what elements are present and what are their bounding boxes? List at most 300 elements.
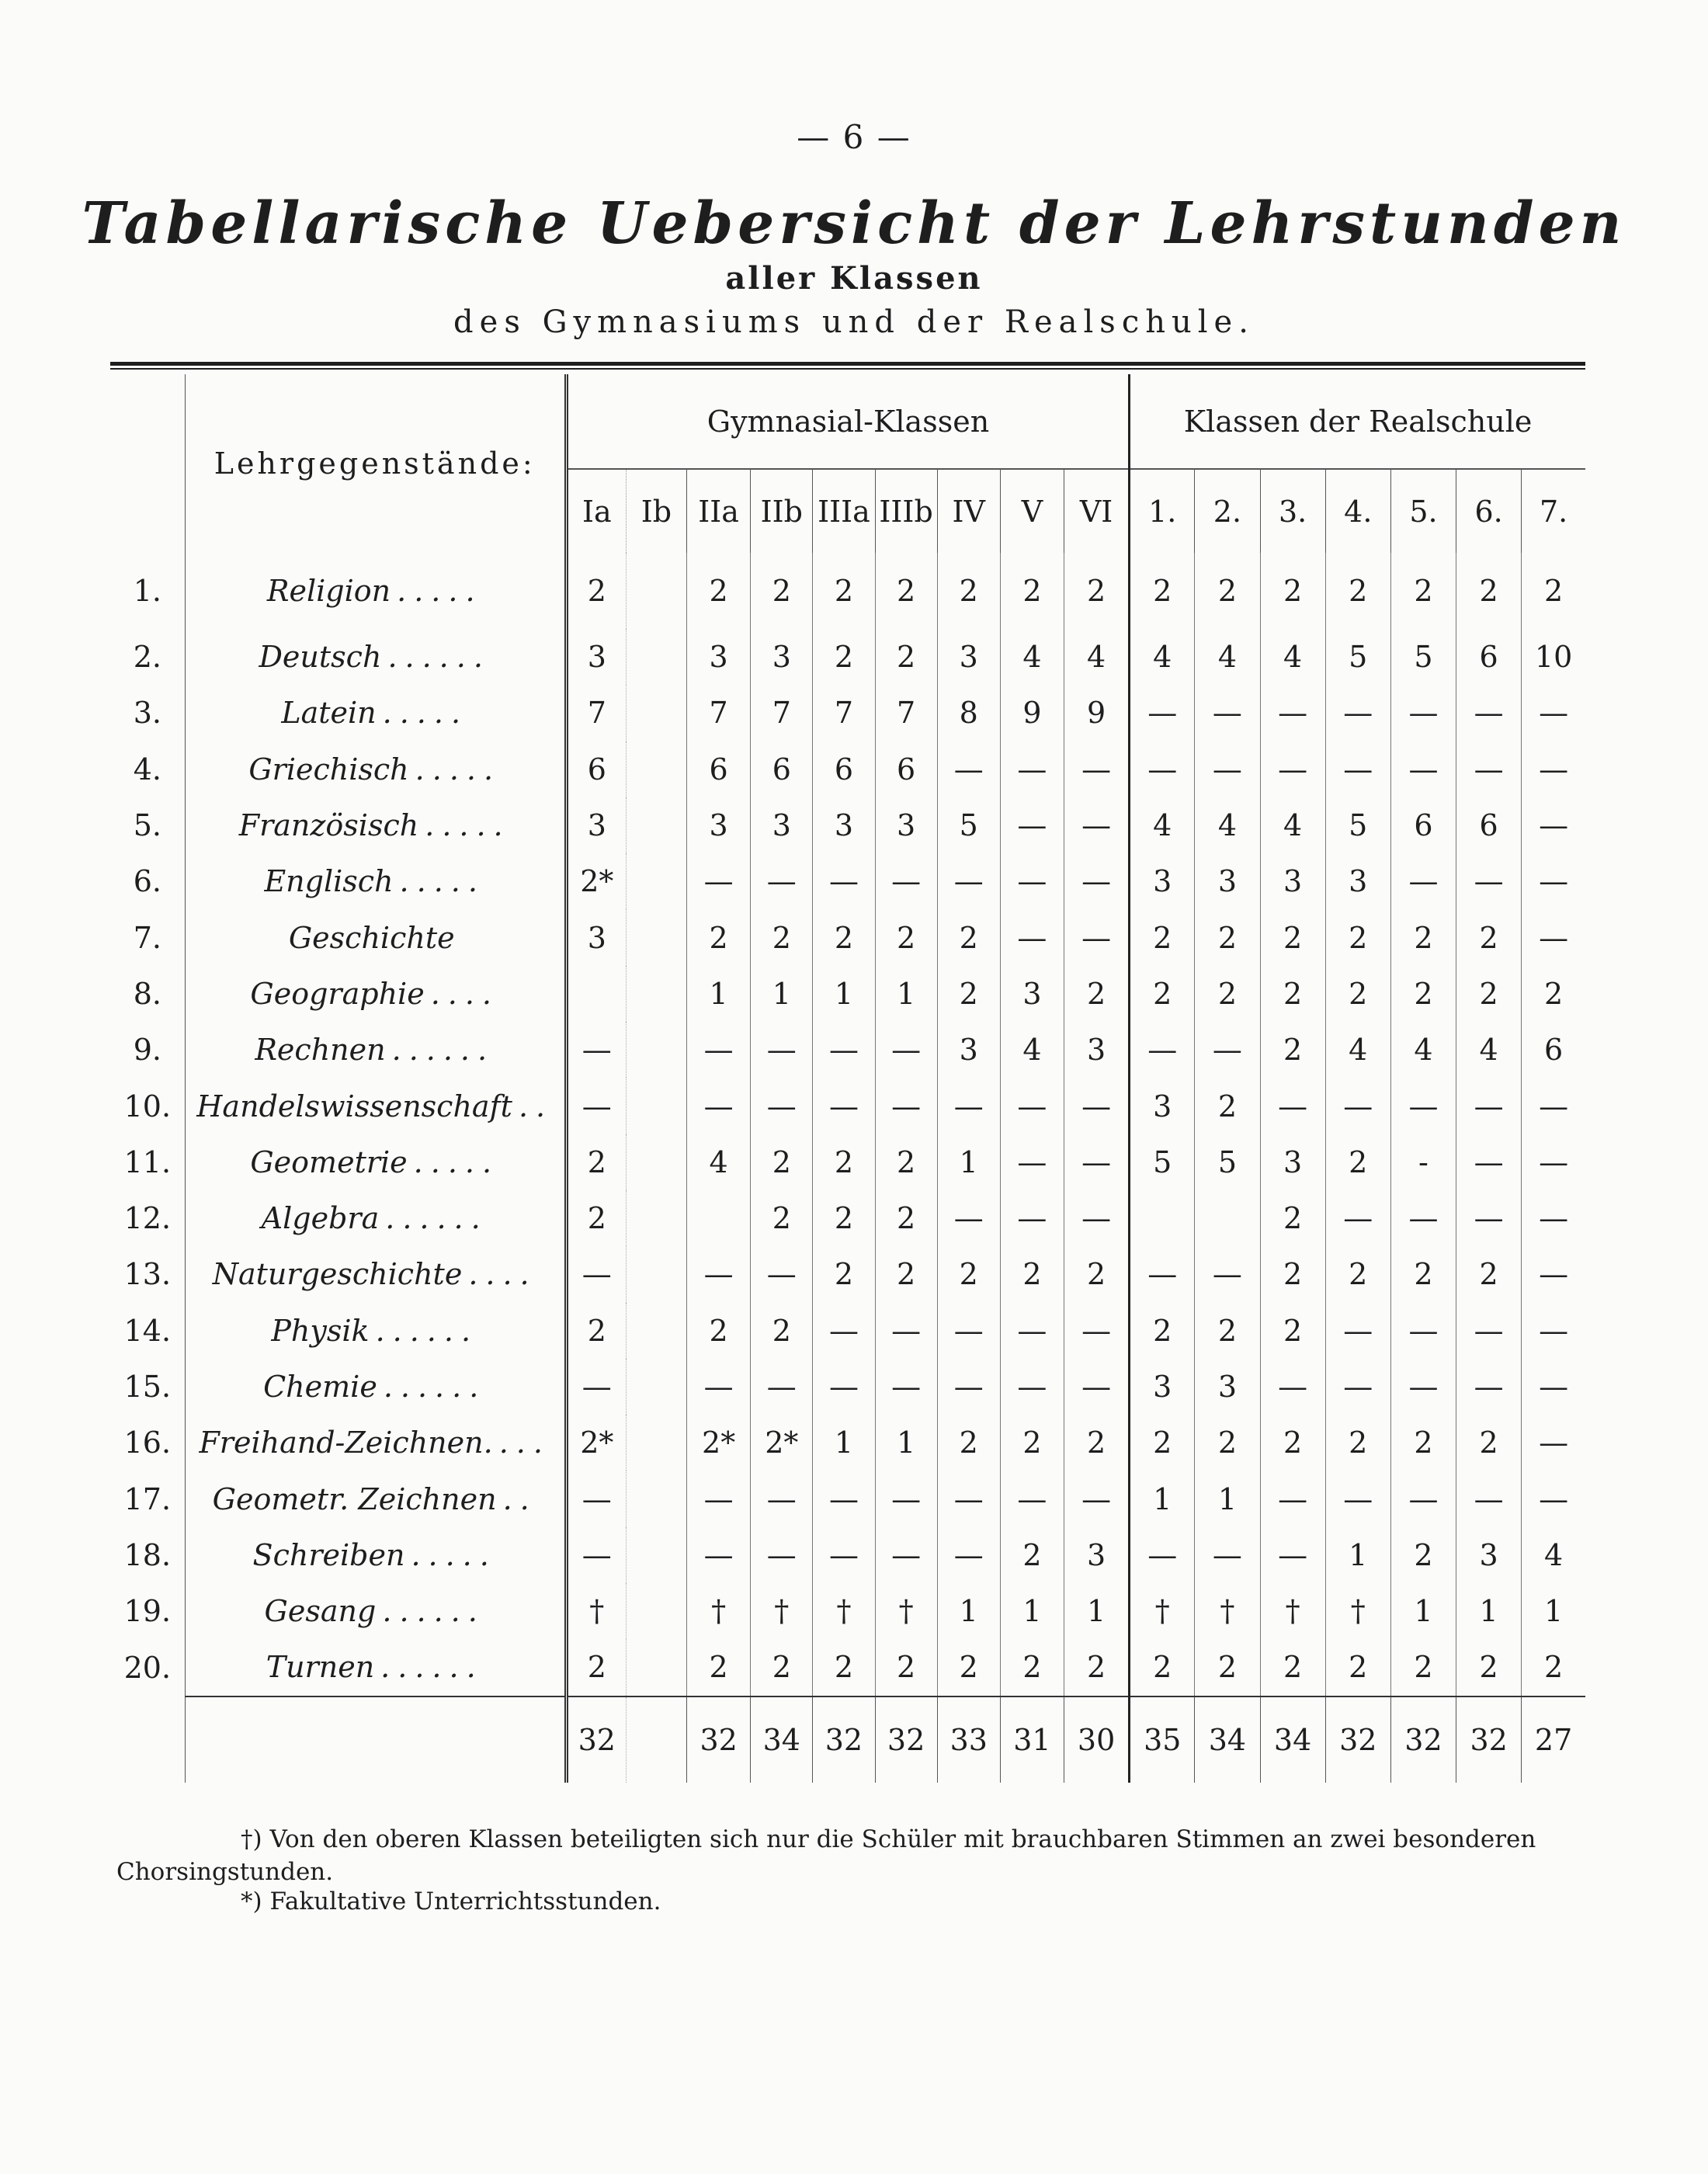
- hours-cell: —: [813, 1022, 875, 1078]
- hours-cell: —: [751, 1527, 813, 1583]
- hours-cell: —: [1000, 1134, 1064, 1190]
- row-number: 14.: [123, 1313, 172, 1348]
- hours-cell: 4: [1260, 797, 1325, 853]
- hours-cell: 2: [937, 1639, 1000, 1696]
- leader-dots: .....: [397, 574, 483, 608]
- hours-cell: 2: [1456, 1415, 1522, 1471]
- hours-cell: 2: [1195, 553, 1260, 629]
- hours-cell: —: [1000, 741, 1064, 797]
- hours-cell: —: [1064, 853, 1130, 909]
- total-cell: 33: [937, 1696, 1000, 1783]
- page-title: Tabellarische Uebersicht der Lehrstunden: [82, 190, 1626, 257]
- hours-cell: —: [1390, 685, 1456, 741]
- hours-cell: —: [1325, 1078, 1390, 1134]
- hours-cell: —: [687, 1078, 751, 1134]
- hours-cell: —: [1260, 685, 1325, 741]
- hours-cell: 2: [1325, 966, 1390, 1022]
- hours-cell: -: [1390, 1134, 1456, 1190]
- hours-cell: 2: [566, 1303, 626, 1359]
- hours-cell: —: [937, 1527, 1000, 1583]
- hours-cell: †: [1325, 1583, 1390, 1639]
- hours-cell: —: [566, 1359, 626, 1415]
- subject-name: Griechisch: [248, 752, 409, 787]
- hours-cell: [626, 966, 686, 1022]
- subject-name: Deutsch: [259, 640, 382, 675]
- hours-cell: —: [687, 1022, 751, 1078]
- hours-cell: 2: [1000, 1246, 1064, 1302]
- hours-cell: 2*: [566, 1415, 626, 1471]
- hours-cell: —: [937, 1190, 1000, 1246]
- hours-cell: 1: [813, 1415, 875, 1471]
- hours-cell: 2: [875, 1246, 937, 1302]
- hours-cell: [626, 1583, 686, 1639]
- hours-cell: [626, 1303, 686, 1359]
- table-row: [110, 1583, 1585, 1639]
- hours-cell: 4: [1130, 797, 1195, 853]
- hours-cell: —: [1000, 909, 1064, 965]
- column-header: IV: [937, 469, 1000, 553]
- hours-cell: —: [1522, 685, 1585, 741]
- hours-cell: —: [1195, 1527, 1260, 1583]
- hours-cell: [626, 909, 686, 965]
- hours-cell: 5: [1195, 1134, 1260, 1190]
- hours-cell: 2: [1064, 1415, 1130, 1471]
- hours-cell: 7: [813, 685, 875, 741]
- row-number: 5.: [133, 808, 161, 843]
- hours-cell: 2: [1325, 909, 1390, 965]
- row-number: 12.: [123, 1201, 172, 1236]
- hours-cell: 2: [1325, 553, 1390, 629]
- row-number: 15.: [123, 1370, 172, 1404]
- hours-cell: 3: [751, 629, 813, 685]
- hours-cell: †: [1195, 1583, 1260, 1639]
- hours-cell: 2: [1130, 1415, 1195, 1471]
- hours-cell: —: [1064, 1359, 1130, 1415]
- hours-cell: 3: [1000, 966, 1064, 1022]
- totals-row: [110, 1696, 1585, 1783]
- hours-cell: [626, 1246, 686, 1302]
- hours-cell: —: [1000, 1190, 1064, 1246]
- hours-cell: 2: [687, 1303, 751, 1359]
- hours-cell: —: [1195, 685, 1260, 741]
- hours-cell: 6: [1456, 797, 1522, 853]
- table-row: [110, 1527, 1585, 1583]
- hours-cell: —: [751, 1359, 813, 1415]
- hours-cell: 2: [813, 1134, 875, 1190]
- hours-cell: 3: [1195, 1359, 1260, 1415]
- hours-cell: —: [1325, 1471, 1390, 1526]
- total-cell: [626, 1696, 686, 1783]
- header-subject: Lehrgegenstände:: [185, 374, 566, 553]
- hours-cell: 2: [937, 553, 1000, 629]
- hours-cell: —: [1000, 797, 1064, 853]
- table-row: [110, 797, 1585, 853]
- leader-dots: .....: [425, 808, 511, 843]
- total-cell: 34: [1195, 1696, 1260, 1783]
- subject-name: Geometrie: [250, 1144, 408, 1179]
- hours-cell: —: [937, 1359, 1000, 1415]
- hours-cell: 2: [1522, 966, 1585, 1022]
- subject-cell: [185, 1415, 566, 1471]
- hours-cell: 2: [1456, 1246, 1522, 1302]
- column-header: 3.: [1260, 469, 1325, 553]
- hours-cell: 7: [687, 685, 751, 741]
- hours-cell: [687, 1190, 751, 1246]
- table-row: [110, 741, 1585, 797]
- hours-cell: 5: [1130, 1134, 1195, 1190]
- hours-cell: 4: [1325, 1022, 1390, 1078]
- header-number-column: [110, 374, 185, 553]
- hours-cell: 2: [1064, 1246, 1130, 1302]
- subject-cell: [185, 1078, 566, 1134]
- hours-cell: 1: [1064, 1583, 1130, 1639]
- hours-cell: 2*: [566, 853, 626, 909]
- hours-cell: —: [875, 853, 937, 909]
- hours-cell: †: [1130, 1583, 1195, 1639]
- hours-cell: —: [687, 1246, 751, 1302]
- hours-cell: 3: [1260, 1134, 1325, 1190]
- hours-cell: 2: [1130, 1639, 1195, 1696]
- subject-cell: [185, 741, 566, 797]
- page-number: — 6 —: [797, 118, 911, 156]
- hours-cell: 2: [813, 1190, 875, 1246]
- hours-cell: 2: [875, 1190, 937, 1246]
- leader-dots: .....: [415, 752, 502, 787]
- subject-name: Englisch: [264, 864, 394, 899]
- hours-cell: 2*: [751, 1415, 813, 1471]
- hours-cell: 2: [1390, 909, 1456, 965]
- hours-cell: 6: [1390, 797, 1456, 853]
- table-row: [110, 1359, 1585, 1415]
- hours-cell: 3: [566, 909, 626, 965]
- subject-name: Religion: [266, 574, 391, 608]
- hours-cell: 2: [1195, 1415, 1260, 1471]
- hours-cell: 3: [566, 797, 626, 853]
- hours-cell: —: [1522, 1246, 1585, 1302]
- hours-cell: [626, 1078, 686, 1134]
- hours-cell: 8: [937, 685, 1000, 741]
- column-header: IIb: [751, 469, 813, 553]
- column-header: 7.: [1522, 469, 1585, 553]
- hours-cell: —: [1456, 1471, 1522, 1526]
- hours-cell: —: [875, 1471, 937, 1526]
- hours-cell: [626, 1471, 686, 1526]
- table-row: [110, 853, 1585, 909]
- top-rule-thin: [110, 368, 1585, 370]
- hours-cell: 3: [687, 629, 751, 685]
- hours-cell: 2: [1390, 1415, 1456, 1471]
- subject-name: Französisch: [238, 808, 419, 843]
- column-header: 2.: [1195, 469, 1260, 553]
- hours-cell: 2: [566, 553, 626, 629]
- subject-name: Algebra: [261, 1201, 380, 1236]
- row-number: 10.: [123, 1089, 172, 1123]
- leader-dots: ......: [391, 1033, 495, 1068]
- hours-cell: 3: [875, 797, 937, 853]
- hours-cell: 1: [1522, 1583, 1585, 1639]
- hours-cell: [626, 797, 686, 853]
- hours-cell: 2: [1390, 1527, 1456, 1583]
- hours-cell: [1130, 1190, 1195, 1246]
- subject-cell: [185, 797, 566, 853]
- hours-cell: †: [1260, 1583, 1325, 1639]
- subject-cell: [185, 1639, 566, 1696]
- subject-name: Geographie: [250, 976, 425, 1011]
- subject-cell: [185, 685, 566, 741]
- hours-cell: —: [1390, 741, 1456, 797]
- hours-cell: —: [751, 853, 813, 909]
- hours-cell: 1: [1390, 1583, 1456, 1639]
- leader-dots: .....: [413, 1144, 500, 1179]
- subject-name: Geschichte: [288, 920, 455, 955]
- hours-cell: 2: [1456, 909, 1522, 965]
- hours-cell: —: [1064, 797, 1130, 853]
- hours-cell: —: [1390, 1359, 1456, 1415]
- subject-cell: [185, 1359, 566, 1415]
- total-cell: 34: [751, 1696, 813, 1783]
- hours-cell: 2: [1260, 553, 1325, 629]
- hours-cell: —: [1456, 1134, 1522, 1190]
- row-number: 1.: [133, 574, 161, 608]
- table-row: [110, 629, 1585, 685]
- hours-cell: 2: [875, 553, 937, 629]
- hours-cell: —: [1000, 1471, 1064, 1526]
- hours-cell: 2: [813, 1639, 875, 1696]
- hours-cell: 2: [1325, 1134, 1390, 1190]
- column-header: 1.: [1130, 469, 1195, 553]
- hours-cell: —: [1456, 1078, 1522, 1134]
- row-number: 9.: [133, 1033, 161, 1068]
- table-row: [110, 1303, 1585, 1359]
- leader-dots: ....: [430, 976, 500, 1011]
- column-header: 6.: [1456, 469, 1522, 553]
- hours-cell: 3: [1260, 853, 1325, 909]
- hours-cell: 2: [1325, 1415, 1390, 1471]
- hours-cell: 2: [1000, 1639, 1064, 1696]
- hours-cell: —: [937, 741, 1000, 797]
- hours-cell: [626, 1022, 686, 1078]
- leader-dots: ....: [468, 1257, 537, 1292]
- total-cell: 32: [875, 1696, 937, 1783]
- hours-cell: —: [1456, 741, 1522, 797]
- hours-cell: —: [1390, 1303, 1456, 1359]
- hours-cell: 3: [1064, 1527, 1130, 1583]
- hours-cell: —: [687, 1527, 751, 1583]
- hours-cell: —: [1064, 1078, 1130, 1134]
- leader-dots: ......: [387, 640, 491, 675]
- column-header: IIIb: [875, 469, 937, 553]
- hours-cell: 2: [875, 1134, 937, 1190]
- hours-cell: —: [1325, 1359, 1390, 1415]
- hours-cell: 3: [1325, 853, 1390, 909]
- subject-cell: [185, 1583, 566, 1639]
- hours-cell: 2: [813, 1246, 875, 1302]
- hours-cell: 2: [1260, 1190, 1325, 1246]
- subject-cell: [185, 1527, 566, 1583]
- hours-cell: —: [1195, 741, 1260, 797]
- subject-name: Gesang: [264, 1594, 377, 1629]
- hours-cell: 4: [1195, 629, 1260, 685]
- row-number: 20.: [123, 1650, 172, 1685]
- subject-cell: [185, 1022, 566, 1078]
- hours-cell: —: [1000, 1078, 1064, 1134]
- hours-cell: —: [1522, 1471, 1585, 1526]
- total-cell: 32: [1325, 1696, 1390, 1783]
- hours-cell: —: [751, 1246, 813, 1302]
- leader-dots: ......: [385, 1201, 488, 1236]
- hours-cell: 4: [1390, 1022, 1456, 1078]
- hours-cell: 2: [937, 1246, 1000, 1302]
- hours-cell: 2: [1390, 1639, 1456, 1696]
- hours-cell: †: [813, 1583, 875, 1639]
- hours-cell: 2*: [687, 1415, 751, 1471]
- hours-cell: —: [1260, 1359, 1325, 1415]
- hours-cell: 2: [751, 1303, 813, 1359]
- hours-cell: 1: [813, 966, 875, 1022]
- hours-cell: —: [875, 1303, 937, 1359]
- hours-cell: —: [1325, 741, 1390, 797]
- hours-cell: 5: [1325, 797, 1390, 853]
- total-cell: 34: [1260, 1696, 1325, 1783]
- hours-cell: 2: [751, 1639, 813, 1696]
- hours-cell: —: [1064, 1303, 1130, 1359]
- hours-cell: 2: [937, 966, 1000, 1022]
- hours-cell: 10: [1522, 629, 1585, 685]
- hours-cell: —: [1260, 1471, 1325, 1526]
- table-row: [110, 1246, 1585, 1302]
- hours-cell: 2: [1260, 966, 1325, 1022]
- hours-cell: —: [1000, 1359, 1064, 1415]
- hours-cell: —: [875, 1527, 937, 1583]
- hours-cell: 3: [937, 629, 1000, 685]
- hours-cell: [626, 741, 686, 797]
- column-header: 5.: [1390, 469, 1456, 553]
- hours-cell: [626, 1639, 686, 1696]
- hours-cell: 1: [937, 1583, 1000, 1639]
- hours-cell: 1: [1325, 1527, 1390, 1583]
- hours-cell: 2: [1130, 909, 1195, 965]
- hours-cell: —: [813, 1078, 875, 1134]
- subject-cell: [185, 629, 566, 685]
- hours-cell: 2: [1260, 1303, 1325, 1359]
- top-rule: [110, 362, 1585, 366]
- hours-cell: 2: [1000, 553, 1064, 629]
- hours-cell: —: [1325, 1303, 1390, 1359]
- hours-cell: 2: [1390, 966, 1456, 1022]
- hours-cell: [626, 1359, 686, 1415]
- hours-cell: 5: [937, 797, 1000, 853]
- hours-cell: 2: [1390, 553, 1456, 629]
- hours-cell: 6: [1522, 1022, 1585, 1078]
- hours-cell: —: [1456, 1303, 1522, 1359]
- hours-cell: —: [937, 1078, 1000, 1134]
- hours-cell: —: [937, 853, 1000, 909]
- hours-cell: —: [1522, 853, 1585, 909]
- total-cell: 32: [1456, 1696, 1522, 1783]
- hours-cell: —: [1325, 685, 1390, 741]
- hours-cell: —: [687, 1359, 751, 1415]
- table-row: [110, 1415, 1585, 1471]
- hours-cell: —: [1522, 741, 1585, 797]
- hours-cell: †: [751, 1583, 813, 1639]
- total-cell: 32: [1390, 1696, 1456, 1783]
- hours-cell: 2: [875, 629, 937, 685]
- hours-cell: †: [687, 1583, 751, 1639]
- hours-cell: 2: [1260, 1415, 1325, 1471]
- hours-cell: 2: [1064, 1639, 1130, 1696]
- table-row: [110, 553, 1585, 629]
- footnote-star: *) Fakultative Unterrichtsstunden.: [241, 1887, 661, 1915]
- hours-cell: —: [1130, 1246, 1195, 1302]
- subject-cell: [185, 1303, 566, 1359]
- hours-cell: —: [566, 1022, 626, 1078]
- hours-cell: 3: [1064, 1022, 1130, 1078]
- subject-cell: [185, 553, 566, 629]
- leader-dots: ..: [502, 1481, 537, 1516]
- hours-cell: —: [751, 1022, 813, 1078]
- hours-cell: —: [1064, 1190, 1130, 1246]
- hours-cell: 2: [687, 1639, 751, 1696]
- hours-cell: 3: [1456, 1527, 1522, 1583]
- hours-cell: 1: [937, 1134, 1000, 1190]
- hours-cell: —: [1260, 741, 1325, 797]
- hours-cell: —: [1522, 1134, 1585, 1190]
- hours-cell: —: [1000, 1303, 1064, 1359]
- hours-cell: 2: [1000, 1415, 1064, 1471]
- hours-cell: —: [1456, 1359, 1522, 1415]
- leader-dots: ......: [375, 1313, 479, 1348]
- hours-cell: 2: [751, 553, 813, 629]
- hours-cell: 1: [1000, 1583, 1064, 1639]
- hours-cell: —: [1130, 1022, 1195, 1078]
- hours-cell: —: [1064, 1134, 1130, 1190]
- hours-cell: 2: [1130, 966, 1195, 1022]
- page-subtitle: aller Klassen: [725, 260, 983, 297]
- footnote-dagger: †) Von den oberen Klassen beteiligten sich nur die Schüler mit brauchbaren Stimmen an zwei besonderen Chorsingstunden.: [116, 1825, 1536, 1886]
- hours-cell: [626, 1190, 686, 1246]
- hours-cell: —: [1130, 685, 1195, 741]
- hours-cell: —: [687, 853, 751, 909]
- hours-cell: —: [1390, 1190, 1456, 1246]
- row-number: 6.: [133, 864, 161, 899]
- hours-cell: —: [1325, 1190, 1390, 1246]
- hours-cell: —: [751, 1078, 813, 1134]
- hours-cell: [626, 1134, 686, 1190]
- hours-cell: 9: [1064, 685, 1130, 741]
- hours-cell: —: [875, 1078, 937, 1134]
- hours-cell: 4: [1064, 629, 1130, 685]
- total-cell: 31: [1000, 1696, 1064, 1783]
- hours-cell: —: [1260, 1078, 1325, 1134]
- hours-cell: 6: [813, 741, 875, 797]
- hours-cell: —: [1522, 909, 1585, 965]
- hours-cell: —: [1522, 797, 1585, 853]
- table-row: [110, 685, 1585, 741]
- subject-name: Geometr. Zeichnen: [212, 1481, 497, 1516]
- hours-cell: 2: [687, 909, 751, 965]
- hours-cell: —: [1456, 1190, 1522, 1246]
- hours-cell: —: [1522, 1303, 1585, 1359]
- table-body: [110, 553, 1585, 1783]
- hours-cell: 2: [937, 1415, 1000, 1471]
- hours-cell: 2: [1260, 1022, 1325, 1078]
- hours-cell: —: [813, 1303, 875, 1359]
- column-header: 4.: [1325, 469, 1390, 553]
- totals-label-spacer: [185, 1696, 566, 1783]
- hours-cell: 2: [875, 909, 937, 965]
- row-number: 16.: [123, 1426, 172, 1460]
- hours-cell: 2: [1064, 966, 1130, 1022]
